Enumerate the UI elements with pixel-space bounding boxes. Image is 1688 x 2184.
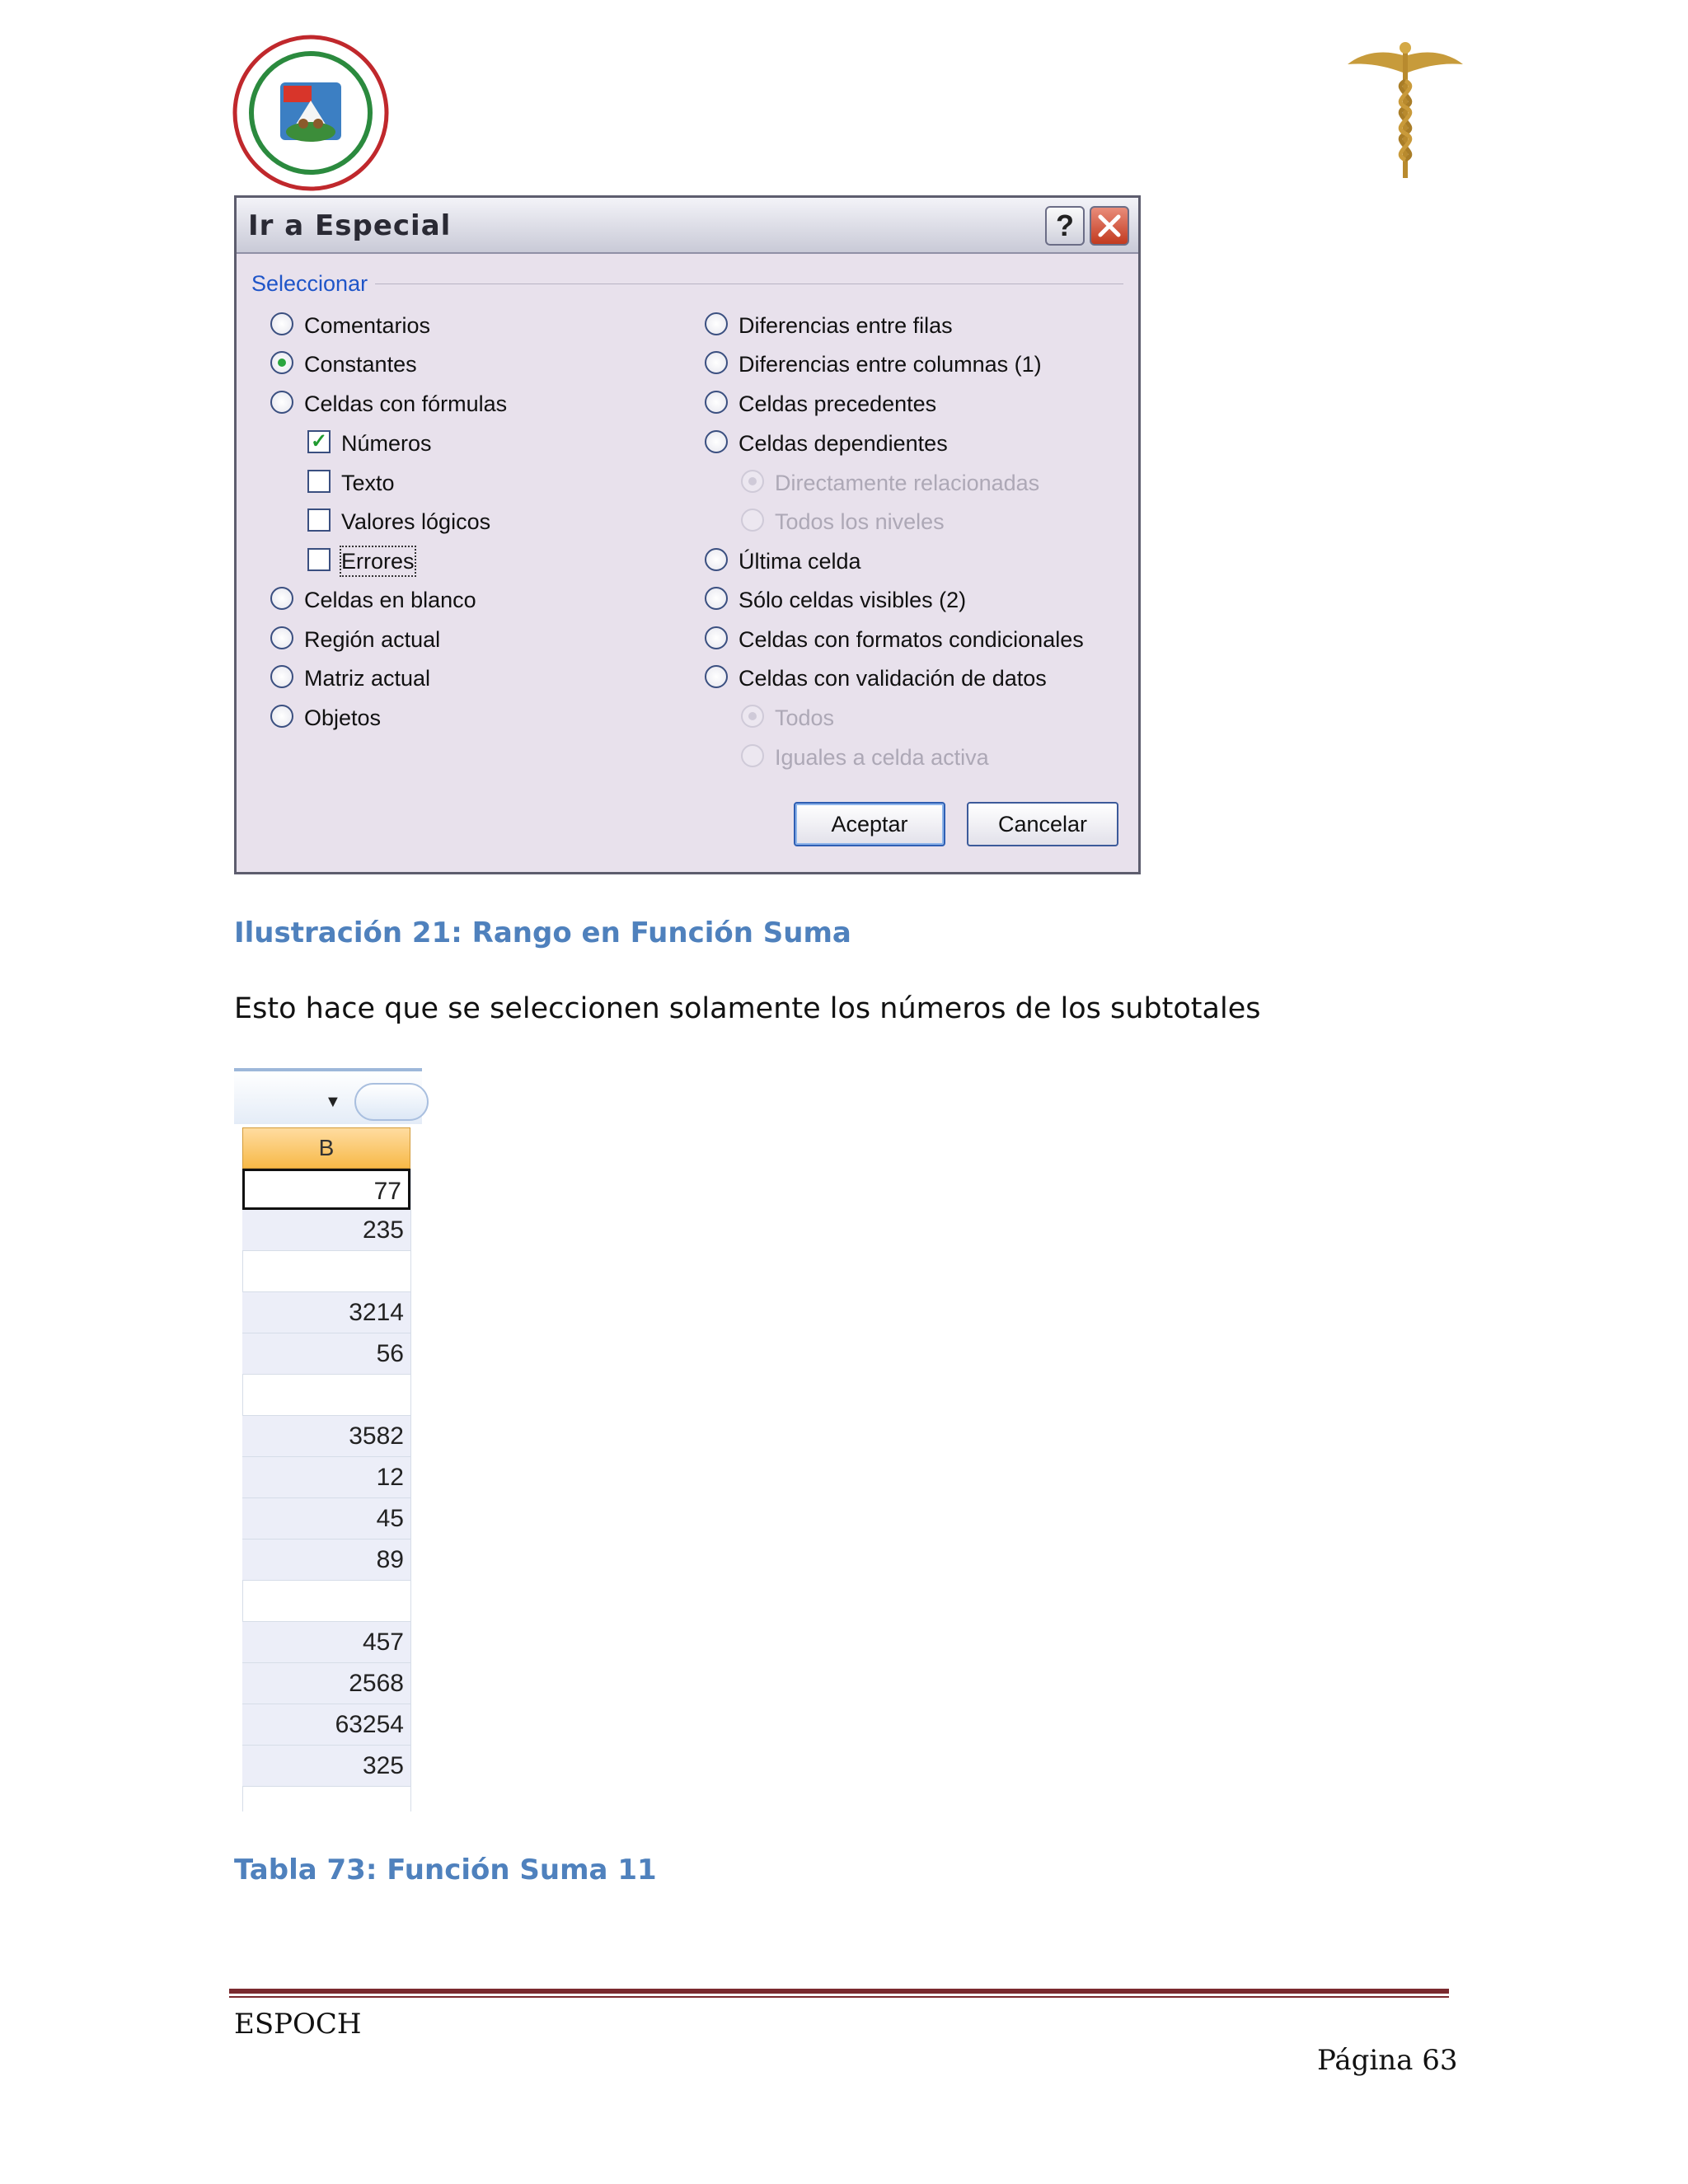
checkbox-icon bbox=[307, 548, 331, 571]
radio-icon bbox=[270, 665, 293, 688]
cell-b12[interactable]: 457 bbox=[242, 1622, 410, 1663]
radio-icon bbox=[705, 626, 728, 649]
radio-icon bbox=[705, 312, 728, 335]
cell-b14[interactable]: 63254 bbox=[242, 1704, 410, 1746]
cell-b10[interactable]: 89 bbox=[242, 1540, 410, 1581]
radio-icon bbox=[741, 509, 764, 532]
dropdown-arrow-icon[interactable]: ▼ bbox=[325, 1093, 341, 1111]
go-to-special-dialog: Ir a Especial ? Seleccionar Comentarios Constantes Celdas con fórmulas ✓ Números Texto Valores lógicos Errores Celdas en blanco Región actual Matriz actual Objetos Diferencias entre filas Diferencias entre columnas (1) Celdas precedentes Celdas dependientes Directamente relacionadas Todos los niveles Última celda Sólo celdas visibles (2) Celdas con formatos condicionales Celdas con validación de datos Todos Iguales a celda activa Aceptar Cancelar bbox=[234, 195, 1141, 874]
radio-icon bbox=[270, 587, 293, 610]
espoch-seal-logo bbox=[232, 35, 389, 191]
caduceus-icon bbox=[1343, 40, 1467, 184]
close-icon bbox=[1091, 208, 1128, 244]
spreadsheet-fragment bbox=[234, 1068, 422, 1810]
cell-b1[interactable]: 77 bbox=[242, 1169, 410, 1210]
cell-b4[interactable]: 3214 bbox=[242, 1292, 410, 1333]
cell-b15[interactable]: 325 bbox=[242, 1746, 410, 1787]
cell-b11[interactable] bbox=[242, 1581, 410, 1622]
cell-b7[interactable]: 3582 bbox=[242, 1416, 410, 1457]
radio-icon bbox=[705, 391, 728, 414]
footer-institution: ESPOCH bbox=[234, 2008, 362, 2041]
cell-b3[interactable] bbox=[242, 1251, 410, 1292]
table-caption: Tabla 73: Función Suma 11 bbox=[234, 1854, 657, 1886]
cell-b8[interactable]: 12 bbox=[242, 1457, 410, 1498]
footer-rule-thin bbox=[229, 1996, 1449, 1998]
radio-icon bbox=[741, 744, 764, 767]
figure-caption: Ilustración 21: Rango en Función Suma bbox=[234, 916, 851, 949]
footer-rule bbox=[229, 1989, 1449, 1994]
radio-selected-icon bbox=[741, 470, 764, 493]
radio-icon bbox=[705, 351, 728, 374]
grid-line bbox=[410, 1169, 411, 1811]
dialog-titlebar bbox=[237, 198, 1138, 254]
name-box-bar bbox=[234, 1068, 422, 1124]
aceptar-button[interactable]: Aceptar bbox=[794, 802, 945, 846]
checkbox-icon bbox=[307, 470, 331, 493]
radio-icon bbox=[270, 391, 293, 414]
cell-b5[interactable]: 56 bbox=[242, 1333, 410, 1375]
cell-b6[interactable] bbox=[242, 1375, 410, 1416]
radio-icon bbox=[270, 626, 293, 649]
help-button[interactable]: ? bbox=[1045, 206, 1085, 246]
radio-icon bbox=[705, 548, 728, 571]
page-number: Página 63 bbox=[1317, 2044, 1458, 2077]
radio-selected-icon bbox=[741, 705, 764, 728]
radio-icon bbox=[705, 665, 728, 688]
formula-bar-button[interactable] bbox=[354, 1083, 429, 1121]
dialog-title: Ir a Especial bbox=[248, 209, 452, 242]
checkbox-checked-icon: ✓ bbox=[307, 430, 331, 453]
body-paragraph: Esto hace que se seleccionen solamente los números de los subtotales bbox=[234, 992, 1261, 1025]
cell-b9[interactable]: 45 bbox=[242, 1498, 410, 1540]
radio-selected-icon bbox=[270, 351, 293, 374]
group-label-seleccionar: Seleccionar bbox=[251, 271, 368, 296]
cell-b13[interactable]: 2568 bbox=[242, 1663, 410, 1704]
close-button[interactable] bbox=[1090, 206, 1129, 246]
column-header-b[interactable]: B bbox=[242, 1127, 410, 1169]
cancelar-button[interactable]: Cancelar bbox=[967, 802, 1118, 846]
radio-icon bbox=[270, 705, 293, 728]
cell-b2[interactable]: 235 bbox=[242, 1210, 410, 1251]
radio-icon bbox=[705, 587, 728, 610]
radio-icon bbox=[270, 312, 293, 335]
checkbox-icon bbox=[307, 509, 331, 532]
radio-icon bbox=[705, 430, 728, 453]
